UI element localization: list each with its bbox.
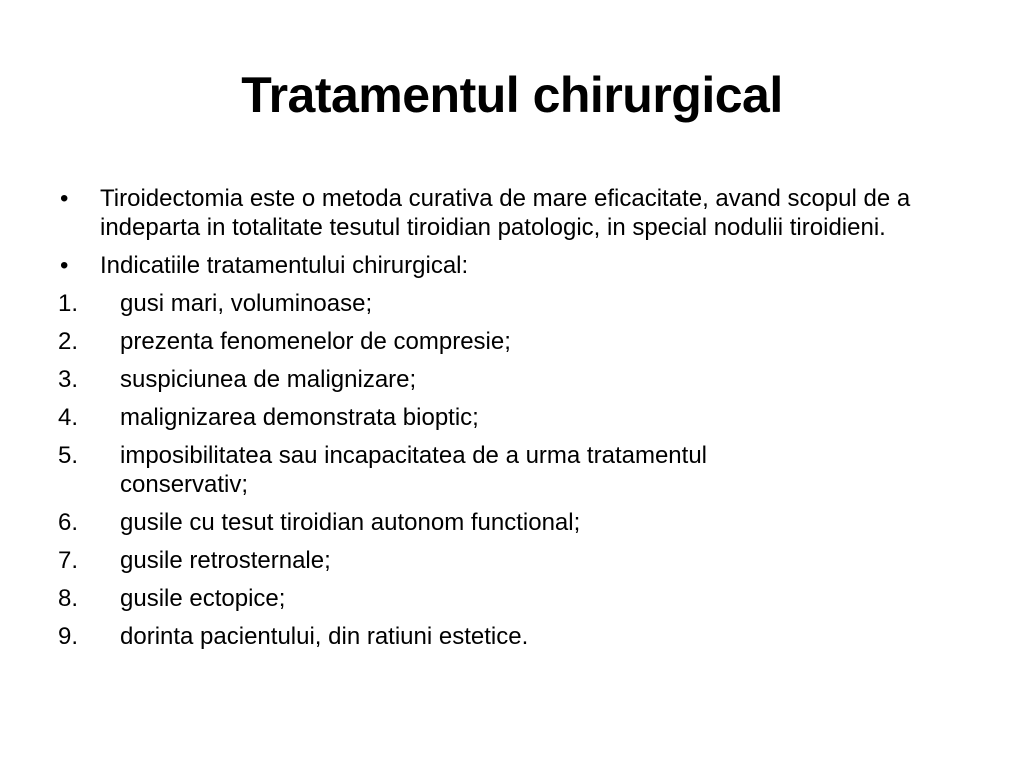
item-text: suspiciunea de malignizare; bbox=[120, 366, 417, 393]
bullet-text: Tiroidectomia este o metoda curativa de mare eficacitate, avand scopul de a indeparta in totalitate tesutul tiroidian patologic, in special nodulii tiroidieni. bbox=[100, 185, 911, 241]
numbered-item bbox=[58, 365, 958, 394]
item-number: 4. bbox=[58, 404, 79, 431]
slide-content bbox=[58, 184, 958, 660]
bullet-item bbox=[58, 184, 958, 242]
item-number: 7. bbox=[58, 547, 79, 574]
item-text: malignizarea demonstrata bioptic; bbox=[120, 404, 479, 431]
numbered-item bbox=[58, 441, 958, 499]
bullet-item bbox=[58, 251, 958, 280]
numbered-item bbox=[58, 403, 958, 432]
slide-title: Tratamentul chirurgical bbox=[241, 67, 783, 123]
numbered-item bbox=[58, 289, 958, 318]
item-text: gusile ectopice; bbox=[120, 585, 286, 612]
item-number: 5. bbox=[58, 442, 79, 469]
numbered-item bbox=[58, 622, 958, 651]
item-text: prezenta fenomenelor de compresie; bbox=[120, 328, 511, 355]
item-number: 8. bbox=[58, 585, 79, 612]
item-number: 6. bbox=[58, 509, 79, 536]
item-number: 9. bbox=[58, 623, 79, 650]
bullet-marker: • bbox=[60, 185, 69, 212]
bullet-text: Indicatiile tratamentului chirurgical: bbox=[100, 252, 469, 279]
item-text: gusile retrosternale; bbox=[120, 547, 331, 574]
item-text: gusi mari, voluminoase; bbox=[120, 290, 373, 317]
numbered-item bbox=[58, 546, 958, 575]
numbered-item bbox=[58, 508, 958, 537]
numbered-item bbox=[58, 584, 958, 613]
item-text: gusile cu tesut tiroidian autonom functional; bbox=[120, 509, 581, 536]
item-number: 3. bbox=[58, 366, 79, 393]
item-number: 1. bbox=[58, 290, 79, 317]
bullet-marker: • bbox=[60, 252, 69, 279]
numbered-item bbox=[58, 327, 958, 356]
item-number: 2. bbox=[58, 328, 79, 355]
item-text: dorinta pacientului, din ratiuni estetice. bbox=[120, 623, 529, 650]
item-text: imposibilitatea sau incapacitatea de a urma tratamentul conservativ; bbox=[120, 442, 707, 498]
